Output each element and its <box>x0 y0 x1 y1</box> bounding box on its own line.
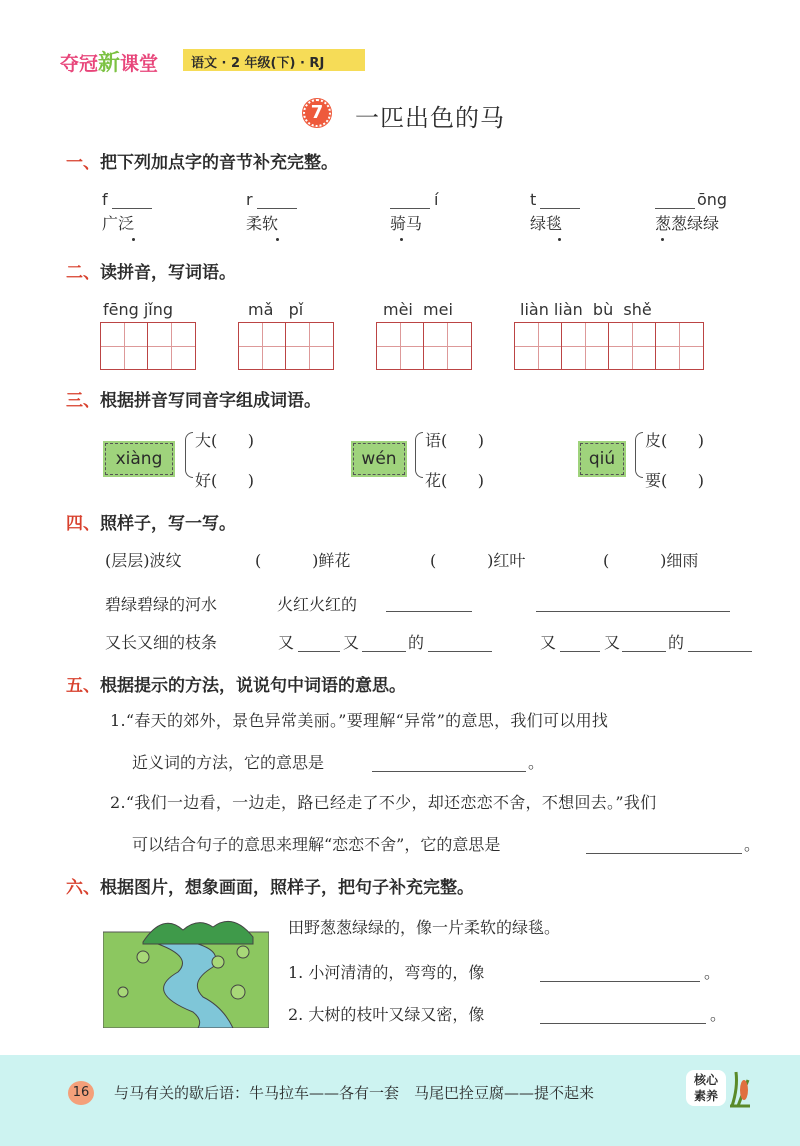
brand-logo: 夺冠新课堂 <box>60 51 159 76</box>
fill-blank[interactable]: 皮( ) <box>645 431 705 450</box>
writing-grid[interactable] <box>100 322 196 370</box>
pinyin-label: mèi mei <box>383 300 453 319</box>
example-text: 又长又细的枝条 <box>105 633 218 652</box>
fill-blank[interactable]: ( )红叶 <box>430 551 526 570</box>
prompt-text: 的 <box>408 633 425 652</box>
pinyin-item: r 柔软 <box>246 190 297 234</box>
question-text: 近义词的方法，它的意思是 <box>132 753 325 772</box>
writing-grid[interactable] <box>238 322 334 370</box>
prompt-text: 又 <box>343 633 360 652</box>
prompt-text: 火红火红的 <box>277 595 358 614</box>
plant-icon <box>728 1068 752 1108</box>
writing-grid[interactable] <box>376 322 472 370</box>
answer-line[interactable] <box>386 592 472 612</box>
period: 。 <box>710 1005 727 1024</box>
fill-blank[interactable]: 好( ) <box>195 471 255 490</box>
answer-line[interactable] <box>540 962 700 982</box>
question-text: 可以结合句子的意思来理解“恋恋不舍”，它的意思是 <box>132 835 501 854</box>
landscape-illustration <box>103 912 269 1028</box>
pinyin-box: qiú <box>580 443 624 475</box>
brace <box>185 432 193 478</box>
period: 。 <box>528 753 545 772</box>
example-text: (层层)波纹 <box>105 551 182 570</box>
section-2-heading: 二、读拼音，写词语。 <box>66 263 236 283</box>
answer-line[interactable] <box>536 592 730 612</box>
footer-proverb: 与马有关的歇后语：牛马拉车——各有一套 马尾巴拴豆腐——提不起来 <box>114 1084 595 1102</box>
section-3-heading: 三、根据拼音写同音字组成词语。 <box>66 391 321 411</box>
pinyin-box: wén <box>353 443 405 475</box>
prompt-text: 又 <box>604 633 621 652</box>
answer-line[interactable] <box>372 752 526 772</box>
brace <box>635 432 643 478</box>
question-text: 2. 大树的枝叶又绿又密，像 <box>288 1005 485 1024</box>
period: 。 <box>744 835 761 854</box>
answer-line[interactable] <box>428 632 492 652</box>
example-text: 碧绿碧绿的河水 <box>105 595 218 614</box>
fill-blank[interactable]: 大( ) <box>195 431 255 450</box>
pinyin-item: t 绿毯 <box>530 190 580 234</box>
period: 。 <box>704 963 721 982</box>
pinyin-label: mǎ pǐ <box>248 300 304 319</box>
lesson-number-badge: 7 <box>303 99 331 127</box>
pinyin-item: ōng 葱葱绿绿 <box>655 190 727 234</box>
example-sentence: 田野葱葱绿绿的，像一片柔软的绿毯。 <box>288 918 561 937</box>
pinyin-box: xiàng <box>105 443 173 475</box>
fill-blank[interactable]: 要( ) <box>645 471 705 490</box>
answer-line[interactable] <box>540 1004 706 1024</box>
section-1-heading: 一、把下列加点字的音节补充完整。 <box>66 153 338 173</box>
prompt-text: 又 <box>278 633 295 652</box>
answer-line[interactable] <box>362 632 406 652</box>
question-text: 1. 小河清清的，弯弯的，像 <box>288 963 485 982</box>
pinyin-item: í 骑马 <box>390 190 438 234</box>
prompt-text: 的 <box>668 633 685 652</box>
lesson-title: 一匹出色的马 <box>355 104 505 132</box>
question-text: 1.“春天的郊外，景色异常美丽。”要理解“异常”的意思，我们可以用找 <box>110 711 609 730</box>
brace <box>415 432 423 478</box>
fill-blank[interactable]: 语( ) <box>425 431 485 450</box>
fill-blank[interactable]: ( )鲜花 <box>255 551 351 570</box>
pinyin-label: fēng jǐng <box>103 300 174 319</box>
answer-line[interactable] <box>560 632 600 652</box>
pinyin-item: f 广泛 <box>102 190 152 234</box>
question-text: 2.“我们一边看，一边走，路已经走了不少，却还恋恋不舍，不想回去。”我们 <box>110 793 657 812</box>
answer-line[interactable] <box>622 632 666 652</box>
section-5-heading: 五、根据提示的方法，说说句中词语的意思。 <box>66 676 406 696</box>
writing-grid[interactable] <box>514 322 704 370</box>
answer-line[interactable] <box>688 632 752 652</box>
book-subtitle: 语文 · 2 年级(下) · RJ <box>183 49 365 71</box>
prompt-text: 又 <box>540 633 557 652</box>
answer-line[interactable] <box>298 632 340 652</box>
fill-blank[interactable]: 花( ) <box>425 471 485 490</box>
section-6-heading: 六、根据图片，想象画面，照样子，把句子补充完整。 <box>66 878 474 898</box>
section-4-heading: 四、照样子，写一写。 <box>66 514 236 534</box>
page-number: 16 <box>68 1081 94 1105</box>
core-literacy-badge: 核心素养 <box>686 1070 726 1106</box>
answer-line[interactable] <box>586 834 742 854</box>
fill-blank[interactable]: ( )细雨 <box>603 551 699 570</box>
pinyin-label: liàn liàn bù shě <box>520 300 652 319</box>
